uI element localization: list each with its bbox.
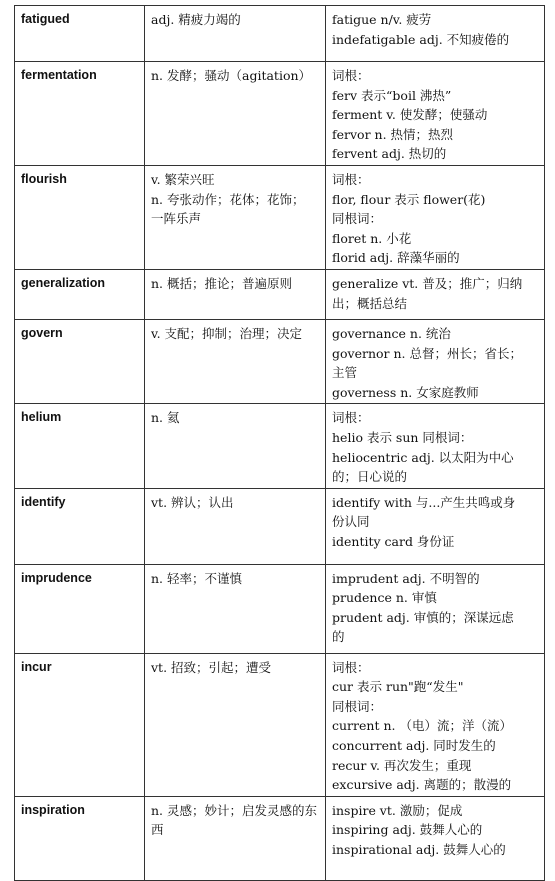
meaning-cell: v. 支配；抑制；治理；决定 <box>145 319 326 403</box>
meaning-cell: n. 氦 <box>145 404 326 488</box>
word-cell: identify <box>15 488 145 564</box>
note-line: recur v. 再次发生；重现 <box>332 757 472 773</box>
note-line: fatigue n/v. 疲劳 <box>332 12 432 27</box>
note-line: prudent adj. 审慎的；深谋远虑 <box>332 609 514 625</box>
table-row <box>15 488 545 564</box>
note-line: heliocentric adj. 以太阳为中心 <box>332 449 514 465</box>
note-line: 主管 <box>332 365 358 381</box>
table-row <box>15 653 545 796</box>
table-row <box>15 564 545 653</box>
note-line: floret n. 小花 <box>332 230 412 246</box>
note-line: helio 表示 sun 同根词： <box>332 429 473 445</box>
note-line: ferment v. 使发酵；使骚动 <box>332 107 488 123</box>
note-line: indefatigable adj. 不知疲倦的 <box>332 31 510 47</box>
notes-cell <box>326 6 545 62</box>
note-line: governance n. 统治 <box>332 325 451 341</box>
meaning-line: 一阵乐声 <box>151 211 202 227</box>
note-line: governess n. 女家庭教师 <box>332 384 479 400</box>
note-line: inspiring adj. 鼓舞人心的 <box>332 822 483 838</box>
meaning-cell: adj. 精疲力竭的 <box>145 6 326 62</box>
note-line: prudence n. 审慎 <box>332 590 437 606</box>
note-line: cur 表示 run"跑“发生" <box>332 679 464 695</box>
notes-cell <box>326 653 545 796</box>
table-row <box>15 165 545 269</box>
word-cell: inspiration <box>15 796 145 880</box>
note-line: florid adj. 辞藻华丽的 <box>332 250 460 266</box>
note-line: 词根： <box>332 68 370 83</box>
note-line: fervent adj. 热切的 <box>332 146 447 162</box>
note-line: inspire vt. 激励；促成 <box>332 802 463 818</box>
meaning-cell: vt. 辨认；认出 <box>145 488 326 564</box>
table-row <box>15 796 545 880</box>
meaning-cell: n. 发酵；骚动（agitation） <box>145 62 326 166</box>
word-cell: helium <box>15 404 145 488</box>
word-cell: incur <box>15 653 145 796</box>
word-cell: fermentation <box>15 62 145 166</box>
notes-cell <box>326 165 545 269</box>
table-row <box>15 62 545 166</box>
note-line: ferv 表示“boil 沸热” <box>332 87 452 103</box>
note-line: 份认同 <box>332 514 370 530</box>
notes-cell <box>326 564 545 653</box>
meaning-line: n. 夸张动作；花体；花饰； <box>151 191 305 207</box>
note-line: 同根词： <box>332 698 383 714</box>
note-line: identity card 身份证 <box>332 533 455 549</box>
word-cell: imprudence <box>15 564 145 653</box>
note-line: inspirational adj. 鼓舞人心的 <box>332 842 506 858</box>
meaning-cell: vt. 招致；引起；遭受 <box>145 653 326 796</box>
notes-cell <box>326 796 545 880</box>
note-line: fervor n. 热情；热烈 <box>332 126 454 142</box>
notes-cell <box>326 269 545 319</box>
word-cell: flourish <box>15 165 145 269</box>
note-line: 的；日心说的 <box>332 469 408 485</box>
note-line: imprudent adj. 不明智的 <box>332 570 480 586</box>
note-line: excursive adj. 离题的；散漫的 <box>332 777 512 793</box>
note-line: 的 <box>332 629 345 645</box>
meaning-cell: n. 灵感；妙计；启发灵感的东西 <box>145 796 326 880</box>
note-line: governor n. 总督；州长；省长； <box>332 345 522 361</box>
notes-cell <box>326 488 545 564</box>
meaning-line: v. 繁荣兴旺 <box>151 171 215 187</box>
notes-cell <box>326 404 545 488</box>
note-line: 词根： <box>332 659 370 675</box>
note-line: flor, flour 表示 flower(花) <box>332 191 486 207</box>
meaning-cell <box>145 165 326 269</box>
notes-cell <box>326 319 545 403</box>
notes-cell <box>326 62 545 166</box>
meaning-cell: n. 轻率；不谨慎 <box>145 564 326 653</box>
word-cell: govern <box>15 319 145 403</box>
vocabulary-table <box>14 5 545 881</box>
word-cell: generalization <box>15 269 145 319</box>
word-cell: fatigued <box>15 6 145 62</box>
note-line: concurrent adj. 同时发生的 <box>332 738 496 754</box>
note-line: 同根词： <box>332 211 383 227</box>
note-line: identify with 与...产生共鸣或身 <box>332 494 516 510</box>
table-row <box>15 404 545 488</box>
table-row <box>15 319 545 403</box>
note-line: 词根： <box>332 410 370 426</box>
note-line: 词根： <box>332 171 370 187</box>
meaning-cell: n. 概括；推论；普遍原则 <box>145 269 326 319</box>
note-line: current n. （电）流；洋（流） <box>332 718 512 734</box>
table-row <box>15 269 545 319</box>
note-line: 出；概括总结 <box>332 295 408 311</box>
table-row <box>15 6 545 62</box>
note-line: generalize vt. 普及；推广；归纳 <box>332 275 523 291</box>
